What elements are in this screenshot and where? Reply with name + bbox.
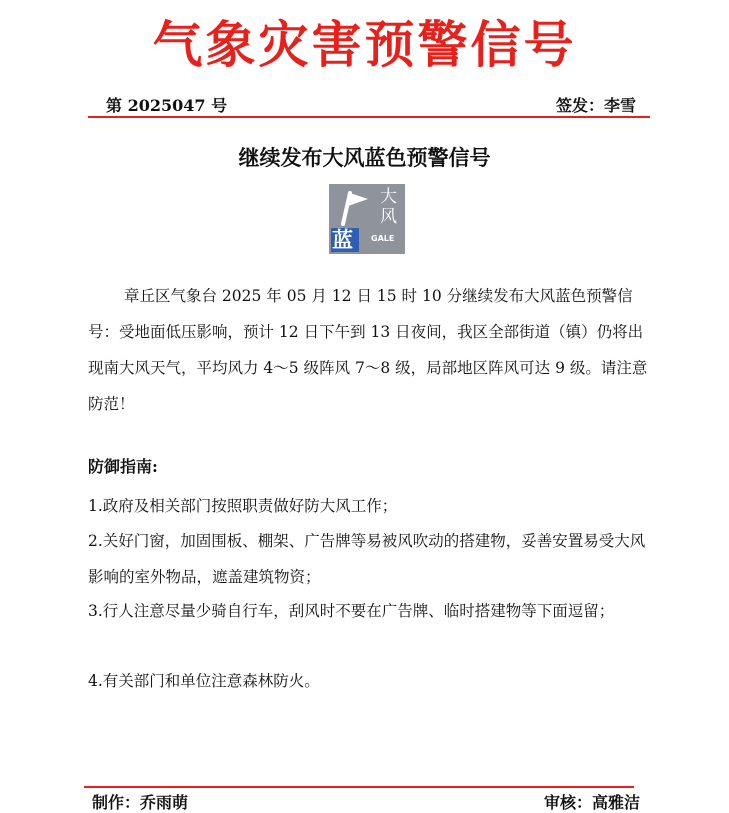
icon-english-label: GALE [371, 234, 395, 243]
producer: 制作：乔雨萌 [92, 793, 189, 812]
reviewer: 审核：高雅洁 [543, 793, 640, 812]
icon-level-text: 蓝 [332, 228, 353, 252]
banner-title: 气象灾害预警信号 [152, 16, 577, 74]
doc-number: 第 2025047 号 [106, 96, 228, 115]
meta-row [88, 93, 650, 115]
icon-char-wind: 风 [380, 207, 397, 227]
signer: 签发：李雪 [555, 96, 636, 115]
footer-divider [84, 786, 634, 788]
notice-title: 继续发布大风蓝色预警信号 [238, 145, 491, 170]
guide-title: 防御指南: [88, 457, 158, 476]
guide-item-3: 3.行人注意尽量少骑自行车，刮风时不要在广告牌、临时搭建物等下面逗留； [88, 602, 615, 620]
gale-blue-warning-icon [329, 184, 405, 254]
guide-item-1: 1.政府及相关部门按照职责做好防大风工作； [88, 497, 398, 515]
guide-item-2: 2.关好门窗，加固围板、棚架、广告牌等易被风吹动的搭建物，妥善安置易受大风影响的室外物品，遮盖建筑物资； [88, 532, 646, 586]
header-divider [88, 116, 650, 118]
notice-body: 章丘区气象台 2025 年 05 月 12 日 15 时 10 分继续发布大风蓝色预警信号：受地面低压影响，预计 12 日下午到 13 日夜间，我区全部街道（镇）仍将出现南大风天气，平均风力 4～5 级阵风 7～8 级，局部地区阵风可达 9 级。请注意防范！ [88, 287, 648, 413]
icon-char-big: 大 [380, 187, 397, 207]
guide-item-4: 4.有关部门和单位注意森林防火。 [88, 672, 320, 690]
wind-flag-icon [335, 188, 375, 228]
